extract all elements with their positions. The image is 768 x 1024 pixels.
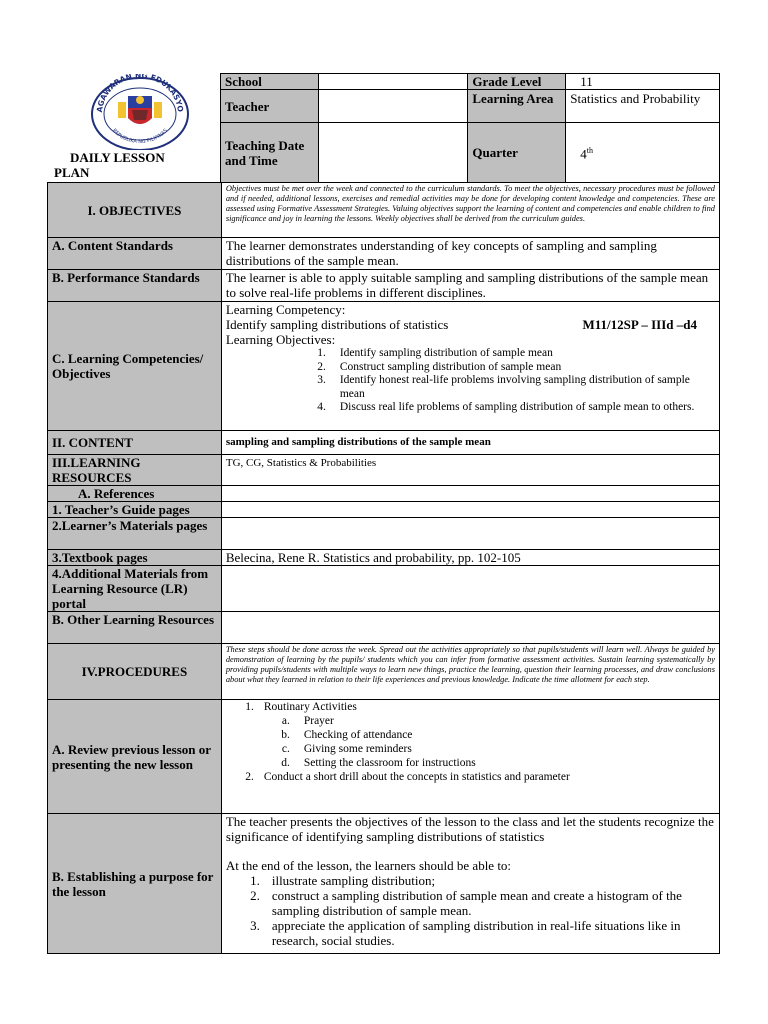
list-item: 1. Identify sampling distribution of sample mean [317, 347, 553, 359]
seal-top-text: AGAWARAN NG EDUKASYO [94, 74, 186, 113]
resources-value: TG, CG, Statistics & Probabilities [221, 455, 719, 486]
list-item: 4. Discuss real life problems of sampling distribution of sample mean to others. [317, 401, 695, 413]
objectives-heading: I. OBJECTIVES [48, 183, 222, 238]
doc-title: DAILY LESSON [70, 150, 165, 165]
competency-text: Identify sampling distributions of statistics [225, 317, 449, 332]
other-resources-label: B. Other Learning Resources [48, 612, 222, 644]
list-item: 3. Identify honest real-life problems involving sampling distribution of sample mean [317, 374, 690, 400]
list-item: 1. illustrate sampling distribution; [250, 873, 436, 888]
area-label: Learning Area [468, 90, 566, 123]
school-label: School [221, 74, 319, 90]
content-standards-value: The learner demonstrates understanding of key concepts of sampling and sampling distributions of the sample mean. [221, 238, 719, 270]
purpose-paragraph-2: At the end of the lesson, the learners should be able to: [225, 858, 512, 873]
teacher-value [318, 90, 468, 123]
school-value [318, 74, 468, 90]
competency-title: Learning Competency: [225, 302, 346, 317]
competency-code: M11/12SP – IIId –d4 [582, 317, 697, 332]
textbook-label: 3.Textbook pages [48, 550, 222, 566]
doc-title-2: PLAN [54, 165, 90, 180]
area-value: Statistics and Probability [566, 90, 720, 123]
learners-materials-label: 2.Learner’s Materials pages [48, 518, 222, 550]
list-item: 1. Routinary Activities [245, 701, 357, 713]
content-heading: II. CONTENT [48, 431, 222, 455]
textbook-value: Belecina, Rene R. Statistics and probability, pp. 102-105 [221, 550, 719, 566]
learning-objectives-title: Learning Objectives: [225, 332, 336, 347]
grade-label: Grade Level [468, 74, 566, 90]
content-standards-label: A. Content Standards [48, 238, 222, 270]
date-value [318, 123, 468, 183]
teachers-guide-label: 1. Teacher’s Guide pages [48, 502, 222, 518]
list-item: b. Checking of attendance [281, 729, 413, 741]
grade-value: 11 [566, 74, 720, 90]
date-label: Teaching Date and Time [221, 123, 319, 183]
list-item: 3. appreciate the application of sampling distribution in real-life situations like in research, social studies. [250, 918, 681, 948]
additional-materials-label: 4.Additional Materials from Learning Resource (LR) portal [48, 566, 222, 612]
list-item: 2. Construct sampling distribution of sample mean [317, 360, 562, 373]
list-item: d. Setting the classroom for instructions [281, 757, 476, 769]
competencies-cell [221, 302, 719, 431]
performance-standards-value: The learner is able to apply suitable sampling and sampling distributions of the sample mean to solve real-life problems in different disciplines. [221, 270, 719, 302]
list-item: 2. construct a sampling distribution of sample mean and create a histogram of the sampling distribution of sample mean. [250, 888, 682, 918]
quarter-value: 4th [566, 123, 720, 183]
quarter-label: Quarter [468, 123, 566, 183]
purpose-label: B. Establishing a purpose for the lesson [48, 814, 222, 954]
references-label: A. References [48, 486, 222, 502]
purpose-cell [221, 814, 719, 954]
purpose-paragraph-1: The teacher presents the objectives of the lesson to the class and let the students recognize the significance of identifying sampling distributions of statistics [225, 814, 714, 844]
list-item: 2. Conduct a short drill about the concepts in statistics and parameter [245, 771, 570, 783]
competencies-label: C. Learning Competencies/ Objectives [48, 302, 222, 431]
seal-icon [88, 74, 192, 150]
header-table [220, 73, 720, 183]
performance-standards-label: B. Performance Standards [48, 270, 222, 302]
procedures-note: These steps should be done across the week. Spread out the activities appropriately so that pupils/students will learn well. Always be guided by demonstration of learning by the pupils/ students which you can infer from formative assessment activities. Sustain learning systematically by providing pupils/students with multiple ways to learn new things, practice the learning, question their learning processes, and draw conclusions about what they learned in relation to their life experiences and previous knowledge. Indicate the time allotment for each step. [221, 644, 719, 700]
procedures-heading: IV.PROCEDURES [48, 644, 222, 700]
teacher-label: Teacher [221, 90, 319, 123]
objectives-note: Objectives must be met over the week and connected to the curriculum standards. To meet the objectives, necessary procedures must be followed and if needed, additional lessons, exercises and remedial activities may be done for developing content knowledge and competencies. These are assessed using Formative Assessment Strategies. Valuing objectives support the learning of content and competencies and enable children to find significance and joy in learning the lessons. Weekly objectives shall be derived from the curriculum guides. [221, 183, 719, 238]
content-value: sampling and sampling distributions of the sample mean [221, 431, 719, 455]
review-label: A. Review previous lesson or presenting the new lesson [48, 700, 222, 814]
resources-heading: III.LEARNING RESOURCES [48, 455, 222, 486]
list-item: a. Prayer [281, 715, 334, 727]
seal-bottom-text: REPUBLIKA NG PILIPINAS [111, 127, 169, 145]
lesson-plan-table [47, 182, 720, 954]
list-item: c. Giving some reminders [281, 743, 412, 755]
review-cell [221, 700, 719, 814]
deped-seal [88, 74, 192, 150]
